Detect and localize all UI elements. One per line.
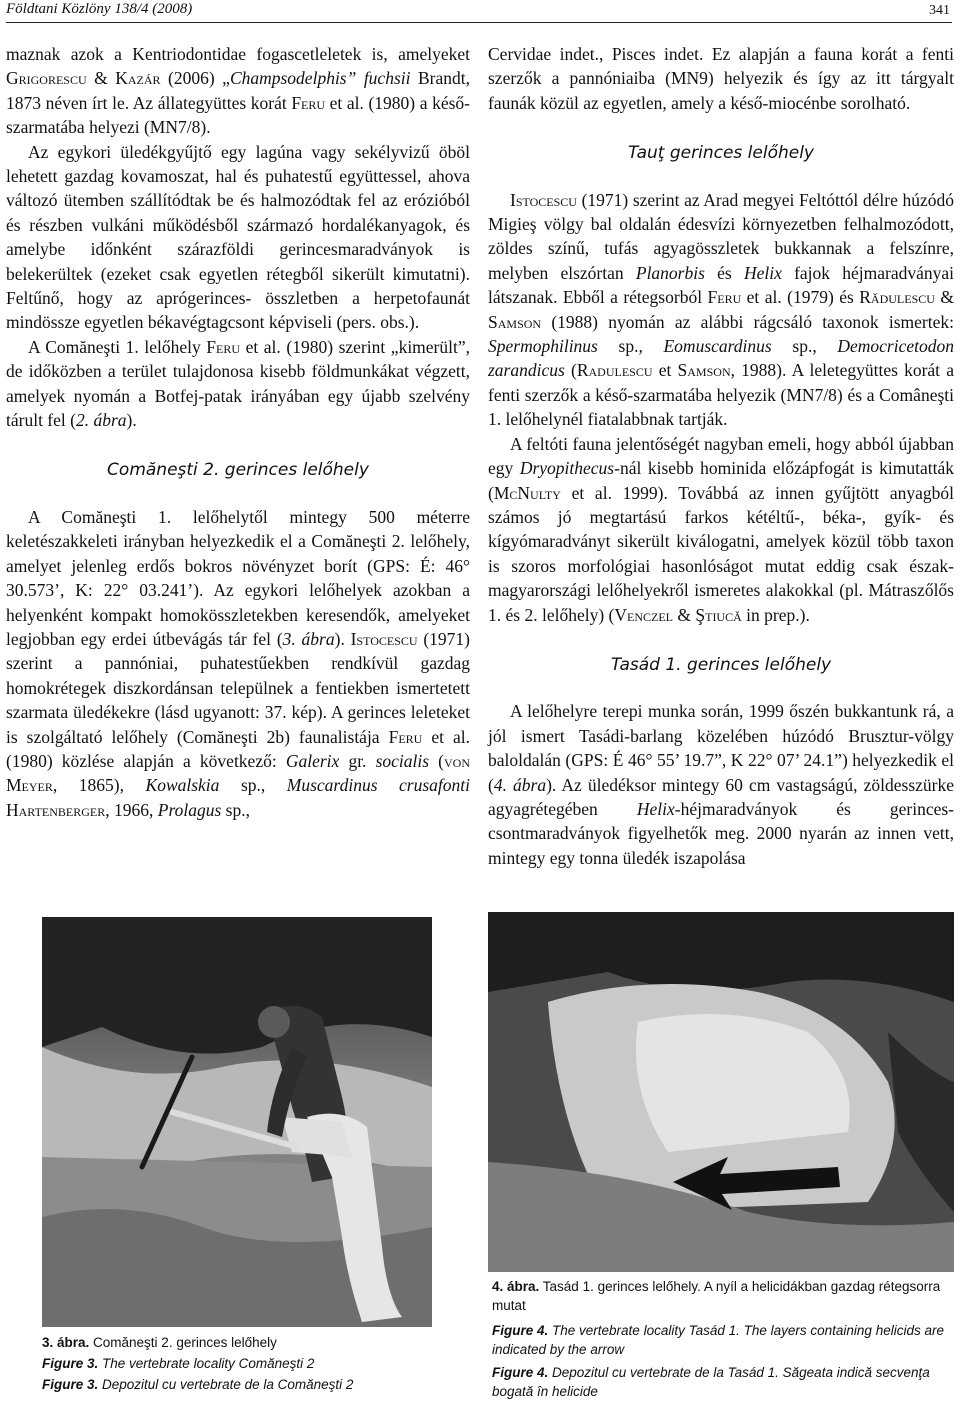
paragraph: Istocescu (1971) szerint az Arad megyei Feltóttól délre húzódó Migieş völgy bal oldalán édesvízi környezetben felhalmozódott, zöldes színű, tufás agyagösszletek bukkannak a felszínre, melyben elszórtan Planorbis és Helix fajok héjmaradványai látszanak. Ebből a rétegsorból Feru et al. (1979) és Rădulescu & Samson (1988) nyomán az alábbi rágcsáló taxonok ismertek: Spermophilinus sp., Eomuscardinus sp., Democricetodon zarandicus (Radulescu et Samson, 1988). A leletegyüttes korát a fenti szerzők a késő-szarmatába helyezik (MN7/8) és a Comâneşti 1. lelőhelynél fiatalabbnak tartják. [488, 189, 955, 430]
section-heading: Comăneşti 2. gerinces lelőhely [107, 459, 369, 480]
journal-title: Földtani Közlöny 138/4 (2008) [6, 1, 193, 17]
left-column [6, 42, 470, 822]
paragraph: Cervidae indet., Pisces indet. Ez alapján a fauna korát a fenti szerzők a pannóniaiba (MN9) helyezik és így az itt tárgyalt faunák közül az egyetlen, amely a késő-miocénbe sorolható. [488, 44, 954, 113]
figure-4-photo [488, 912, 954, 1272]
paragraph: A feltóti fauna jelentőségét nagyban emeli, hogy abból újabban egy Dryopithecus-nál kisebb hominida előzápfogát is kimutatták (McNulty et al. 1999). Továbbá az innen gyűjtött anyagból számos jó megtartású farkos kétéltű-, béka-, gyík- és kígyómaradványt sikerült kiválogatni, amelyek közül több taxon is szoros morfológiai hasonlóságot mutat eddig csak észak-magyarországi lelőhelyekről ismeretes alakokkal (pl. Mátraszőlős 1. és 2. lelőhely) (Venczel & Ştiucă in prep.). [488, 433, 954, 625]
right-column [488, 42, 954, 870]
figure-4-caption: 4. ábra. Tasád 1. gerinces lelőhely. A nyíl a helicidákban gazdag rétegsorra mutat Figure 4. The vertebrate locality Tasád 1. The layers containing helicids are indicated by the arrow Figure 4. Depozitul cu vertebrate de la Tasád 1. Săgeata indică secvenţa bogată în helicide [492, 1279, 944, 1399]
paragraph: Az egykori üledékgyűjtő egy lagúna vagy sekélyvizű öböl lehetett gazdag kovamoszat, hal és puhatestű együttessel, ahova változó ütemben szállítódtak be és halmozódtak fel az erózióból és részben vulkáni működésből származó hordalékanyagok, és amelybe időnként szárazföldi gerincesmaradványok is belekerültek (ezeket csak egyetlen rétegből sikerült kimutatni). Feltűnő, hogy az aprógerinces- összletben a herpetofaunát mindössze egyetlen békavégtagcsont képviseli (pers. obs.). [6, 141, 470, 333]
comanesti-photo-illustration [42, 917, 432, 1327]
figure-3-caption: 3. ábra. Comăneşti 2. gerinces lelőhely Figure 3. The vertebrate locality Comăneşti 2 Figure 3. Depozitul cu vertebrate de la Comăneşti 2 [42, 1335, 354, 1392]
section-heading: Tasád 1. gerinces lelőhely [610, 654, 832, 675]
paragraph: maznak azok a Kentriodontidae fogascetleletek is, amelyeket Grigorescu & Kazár (2006) „Champsodelphis” fuchsii Brandt, 1873 néven írt le. Az állategyüttes korát Feru et al. (1980) a késő-szarmatába helyezi (MN7/8). [6, 44, 470, 138]
paragraph: A Comăneşti 1. lelőhelytől mintegy 500 méterre keletészakkeleti irányban helyezkedik el a Comăneşti 2. lelőhely, amelyet jelenleg erdős bokros növényzet borít (GPS: É: 46° 30.573’, K: 22° 03.241’). Az egykori lelőhelyek azokban a helyenként kompakt homokösszletekben keresendők, amelyeket legjobban egy erdei útbevágás tár fel (3. ábra). Istocescu (1971) szerint a pannóniai, puhatestűekben rendkívül gazdag homokrétegek diszkordánsan települnek a fentiekben ismertetett szarmata üledékekre (lásd ugyanott: 37. kép). A gerinces leleteket is szolgáltató lelőhely (Comăneşti 2b) faunalistája Feru et al. (1980) közlése alapján a következő: Galerix gr. socialis (von Meyer, 1865), Kowalskia sp., Muscardinus crusafonti Hartenberger, 1966, Prolagus sp., [6, 506, 471, 820]
page-number: 341 [929, 3, 950, 18]
section-heading: Tauţ gerinces lelőhely [628, 143, 814, 164]
figure-3-photo [42, 917, 432, 1327]
running-head [6, 0, 952, 23]
tasad-photo-illustration [488, 912, 954, 1272]
paragraph: A Comăneşti 1. lelőhely Feru et al. (1980) szerint „kimerült”, de időközben a terület tulajdonosa kisebb földmunkákat végzett, amelyek nyomán a Botfej-patak irányában egy újabb szelvény tárult fel (2. ábra). [6, 336, 470, 431]
paragraph: A lelőhelyre terepi munka során, 1999 őszén bukkantunk rá, a jól ismert Tasádi-barlang közelében húzódó Brusztur-völgy baloldalán (GPS: É 46° 55’ 19.7”, K 22° 07’ 24.1”) helyezkedik el (4. ábra). Az üledéksor mintegy 60 cm vastagságú, zöldesszürke agyagrétegében Helix-héjmaradványok és gerinces-csontmaradványok figyelhetők meg. 2000 nyarán az innen vett, mintegy egy tonna üledék iszapolása [488, 701, 955, 868]
